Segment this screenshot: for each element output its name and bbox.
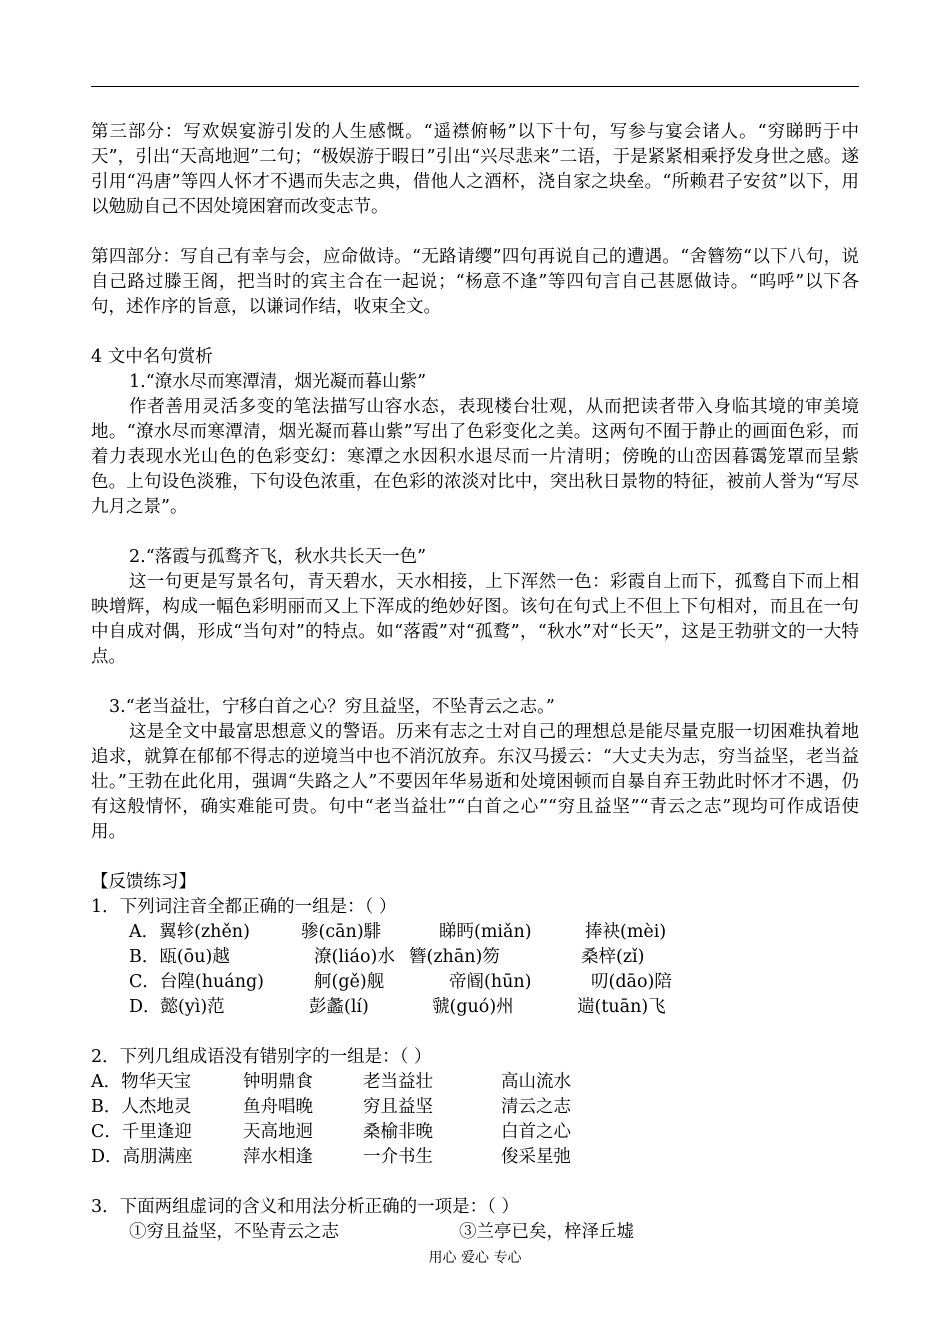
q2-c-2: 天高地迥: [243, 1122, 313, 1142]
q2-d-3: 一介书生: [363, 1147, 433, 1167]
q2-a-1: A．物华天宝: [91, 1072, 192, 1092]
header-rule: [91, 86, 859, 87]
q2-c-3: 桑榆非晚: [363, 1122, 433, 1142]
q3-stem: 3．下面两组虚词的含义和用法分析正确的一项是：（ ）: [91, 1197, 519, 1217]
quote3-body: 这是全文中最富思想意义的警语。历来有志之士对自己的理想总是能尽量克服一切困难执着地追求，就算在郁郁不得志的逆境当中也不消沉放弃。东汉马援云：“大丈夫为志，穷当益坚，老当益壮。”王勃在此化用，强调“失路之人”不要因年华易逝和处境困顿而自暴自弃王勃此时怀才不遇，仍有这般情怀，确实难能可贵。句中“老当益壮”“白首之心”“穷且益坚”“青云之志”现均可作成语使用。: [91, 722, 859, 842]
part3-paragraph: 第三部分：写欢娱宴游引发的人生感慨。“遥襟俯畅”以下十句，写参与宴会诸人。“穷睇眄于中天”，引出“天高地迥”二句；“极娱游于暇日”引出“兴尽悲来”二语，于是紧紧相乘抒发身世之感。遂引用“冯唐”等四人怀才不遇而失志之典，借他人之酒杯，浇自家之块垒。“所赖君子安贫”以下，用以勉励自己不因处境困窘而改变志节。: [91, 122, 859, 217]
quote3-title: 3.“老当益壮，宁移白首之心？穷且益坚，不坠青云之志。”: [109, 697, 555, 717]
q2-options: [91, 1070, 859, 1170]
q1-c-2: 舸(gě)舰: [314, 972, 385, 992]
q1-option-row: [91, 970, 859, 995]
q2-option-row: [91, 1120, 859, 1145]
quote2-body: 这一句更是写景名句，青天碧水，天水相接，上下浑然一色：彩霞自上而下，孤鹜自下而上相映增辉，构成一幅色彩明丽而又上下浑成的绝妙好图。该句在句式上不但上下句相对，而且在一句中自成对偶，形成“当句对”的特点。如“落霞”对“孤鹜”，“秋水”对“长天”，这是王勃骈文的一大特点。: [91, 572, 859, 667]
q1-a-2: 骖(cān)騑: [301, 922, 382, 942]
q2-b-1: B．人杰地灵: [91, 1097, 192, 1117]
q1-c-4: 叨(dāo)陪: [591, 972, 672, 992]
q2-b-3: 穷且益坚: [363, 1097, 433, 1117]
q3-item-1: ①穷且益坚，不坠青云之志: [129, 1222, 339, 1242]
page-footer: 用心 爱心 专心: [428, 1250, 522, 1266]
q1-b-3: 簪(zhān)笏: [409, 947, 500, 967]
q2-option-row: [91, 1070, 859, 1095]
q2-d-2: 萍水相逢: [243, 1147, 313, 1167]
part4-paragraph: 第四部分：写自己有幸与会，应命做诗。“无路请缨”四句再说自己的遭遇。“舍簪笏“以下八句，说自己路过滕王阁，把当时的宾主合在一起说；“杨意不逢”等四句言自己甚愿做诗。“呜呼”以下各句，述作序的旨意，以谦词作结，收束全文。: [91, 247, 859, 317]
q1-a-1: A．翼轸(zhěn): [129, 922, 250, 942]
q2-d-4: 俊采星弛: [501, 1147, 571, 1167]
feedback-title: 【反馈练习】: [91, 872, 196, 892]
q1-d-1: D．懿(yì)范: [129, 997, 225, 1017]
q1-stem: 1．下列词注音全都正确的一组是：（ ）: [91, 897, 397, 917]
q1-b-1: B．瓯(ōu)越: [129, 947, 230, 967]
q1-b-4: 桑梓(zǐ): [581, 947, 645, 967]
q2-c-1: C．千里逢迎: [91, 1122, 192, 1142]
q1-d-2: 彭蠡(lí): [309, 997, 369, 1017]
q3-items-row: [91, 1220, 859, 1245]
q2-b-4: 清云之志: [501, 1097, 571, 1117]
q1-c-3: 帝阍(hūn): [449, 972, 532, 992]
q2-a-3: 老当益壮: [363, 1072, 433, 1092]
quote2-title: 2.“落霞与孤鹜齐飞，秋水共长天一色”: [129, 547, 427, 567]
q1-b-2: 潦(liáo)水: [314, 947, 395, 967]
quote1-body: 作者善用灵活多变的笔法描写山容水态，表现楼台壮观，从而把读者带入身临其境的审美境地。“潦水尽而寒潭清，烟光凝而暮山紫”写出了色彩变化之美。这两句不囿于静止的画面色彩，而着力表现水光山色的色彩变幻：寒潭之水因积水退尽而一片清明；傍晚的山峦因暮霭笼罩而呈紫色。上句设色淡雅，下句设色浓重，在色彩的浓淡对比中，突出秋日景物的特征，被前人誉为“写尽九月之景”。: [91, 397, 859, 517]
q3-item-3: ③兰亭已矣，梓泽丘墟: [459, 1222, 634, 1242]
document-body: [91, 120, 859, 1245]
q1-option-row: [91, 995, 859, 1020]
section4-title: 4 文中名句赏析: [91, 347, 213, 367]
q1-a-3: 睇眄(miǎn): [439, 922, 532, 942]
quote1-title: 1.“潦水尽而寒潭清，烟光凝而暮山紫”: [129, 372, 427, 392]
q1-d-3: 虢(guó)州: [432, 997, 514, 1017]
q2-c-4: 白首之心: [501, 1122, 571, 1142]
q2-d-1: D．高朋满座: [91, 1147, 193, 1167]
q2-b-2: 鱼舟唱晚: [243, 1097, 313, 1117]
q1-options: [91, 920, 859, 1020]
q1-c-1: C．台隍(huáng): [129, 972, 264, 992]
q2-option-row: [91, 1095, 859, 1120]
q2-stem: 2．下列几组成语没有错别字的一组是：（ ）: [91, 1047, 432, 1067]
q2-a-2: 钟明鼎食: [243, 1072, 313, 1092]
q2-option-row: [91, 1145, 859, 1170]
q1-option-row: [91, 920, 859, 945]
q1-a-4: 捧袂(mèi): [585, 922, 667, 942]
q1-d-4: 遄(tuān)飞: [577, 997, 666, 1017]
q2-a-4: 高山流水: [501, 1072, 571, 1092]
q1-option-row: [91, 945, 859, 970]
